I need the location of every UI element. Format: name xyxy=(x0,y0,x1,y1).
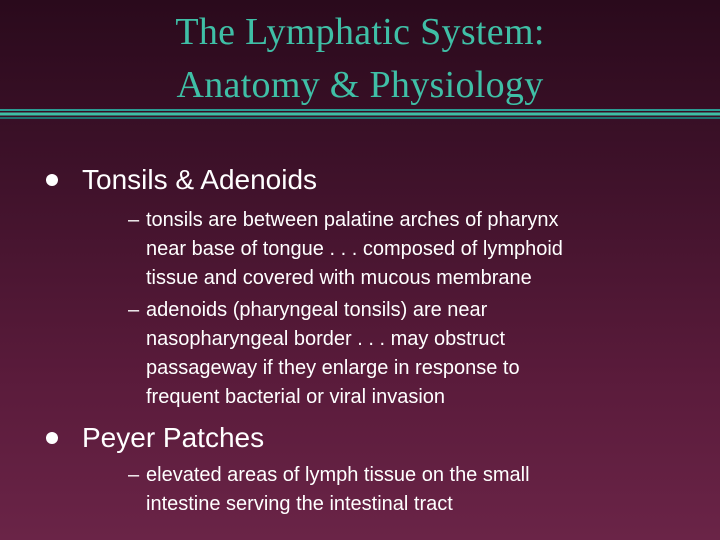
dash-icon: – xyxy=(128,209,140,231)
dash-icon: – xyxy=(128,299,140,321)
title-divider-rule xyxy=(0,109,720,119)
bullet-heading: Tonsils & Adenoids xyxy=(82,164,318,195)
sub-bullet-text: adenoids (pharyngeal tonsils) are near nasopharyngeal border . . . may obstruct passageway if they enlarge in response to frequent bacterial or viral invasion xyxy=(146,299,520,408)
sub-bullet-item xyxy=(128,296,686,412)
dash-icon: – xyxy=(128,464,140,486)
sub-bullet-text: elevated areas of lymph tissue on the small intestine serving the intestinal tract xyxy=(146,464,530,515)
bullet-heading: Peyer Patches xyxy=(82,422,265,453)
bullet-item xyxy=(46,421,264,455)
sub-bullet-item xyxy=(128,206,686,293)
slide-title-line-2: Anatomy & Physiology xyxy=(176,64,544,106)
sub-bullet-item xyxy=(128,461,686,519)
slide-title-line-1: The Lymphatic System: xyxy=(175,11,545,53)
bullet-dot-icon xyxy=(46,174,58,186)
sub-bullet-text: tonsils are between palatine arches of pharynx near base of tongue . . . composed of lymphoid tissue and covered with mucous membrane xyxy=(146,209,563,289)
bullet-item xyxy=(46,163,317,197)
slide-title xyxy=(0,6,720,112)
bullet-dot-icon xyxy=(46,432,58,444)
